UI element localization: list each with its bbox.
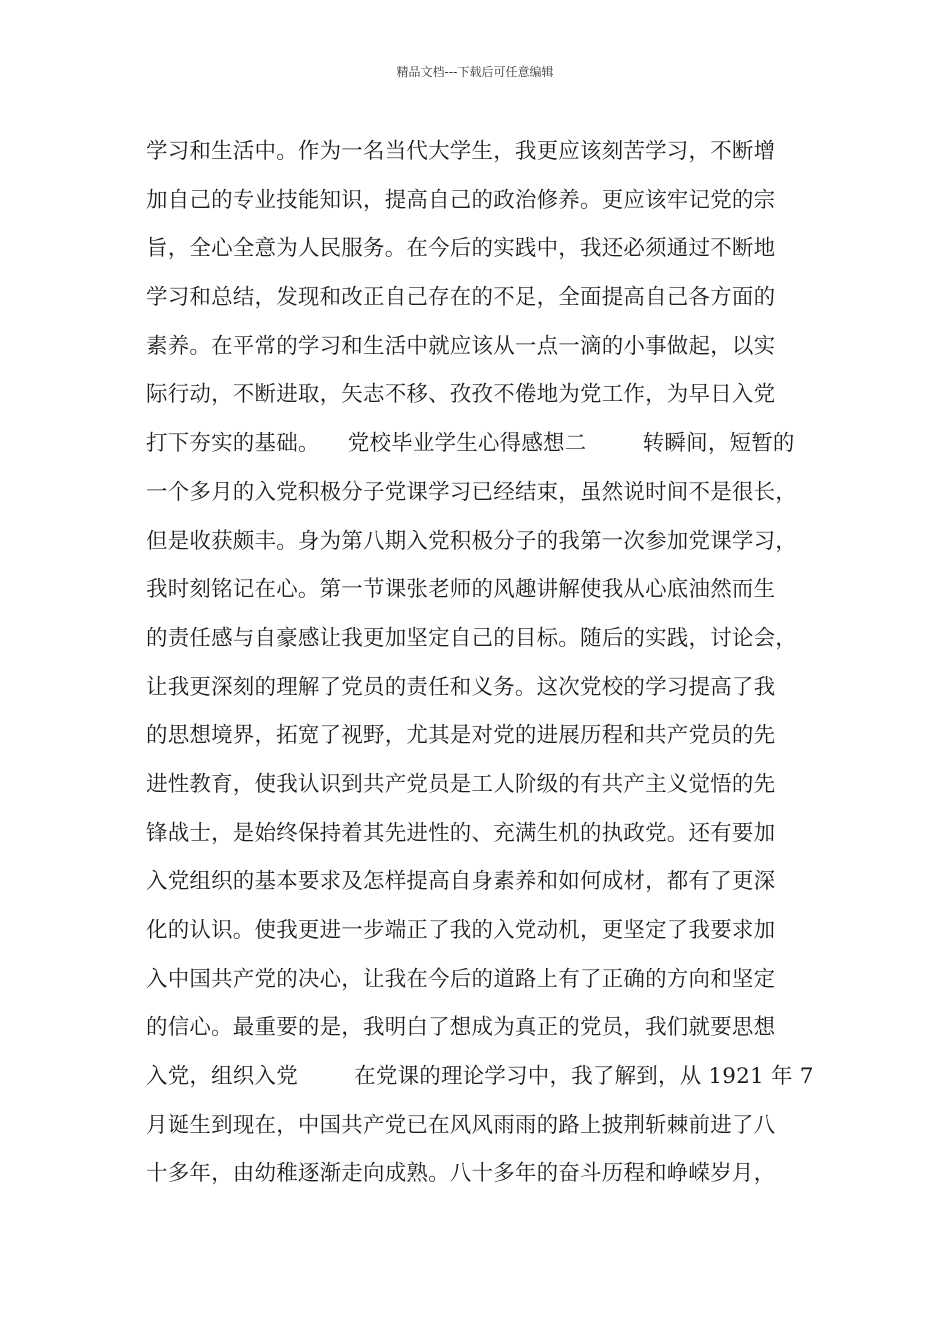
text-line: 入党，组织入党 在党课的理论学习中，我了解到，从 1921 年 7 [146, 1064, 814, 1090]
text-line: 的信心。最重要的是，我明白了想成为真正的党员，我们就要思想 [146, 1015, 776, 1041]
text-line: 一个多月的入党积极分子党课学习已经结束，虽然说时间不是很长， [146, 479, 798, 505]
text-line: 学习和生活中。作为一名当代大学生，我更应该刻苦学习，不断增 [146, 139, 776, 164]
text-line: 十多年，由幼稚逐渐走向成熟。八十多年的奋斗历程和峥嵘岁月， [146, 1161, 776, 1187]
text-line: 锋战士，是始终保持着其先进性的、充满生机的执政党。还有要加 [146, 820, 776, 846]
text-line: 入党组织的基本要求及怎样提高自身素养和如何成材，都有了更深 [146, 869, 776, 895]
text-line: 但是收获颇丰。身为第八期入党积极分子的我第一次参加党课学习， [146, 528, 798, 554]
text-line: 的责任感与自豪感让我更加坚定自己的目标。随后的实践，讨论会， [146, 625, 798, 651]
text-line: 月诞生到现在，中国共产党已在风风雨雨的路上披荆斩棘前进了八 [146, 1112, 776, 1138]
text-line: 进性教育，使我认识到共产党员是工人阶级的有共产主义觉悟的先 [146, 771, 776, 797]
text-line: 让我更深刻的理解了党员的责任和义务。这次党校的学习提高了我 [146, 674, 776, 700]
body-text [146, 133, 826, 1204]
text-line: 化的认识。使我更进一步端正了我的入党动机，更坚定了我要求加 [146, 918, 776, 943]
text-line: 素养。在平常的学习和生活中就应该从一点一滴的小事做起，以实 [146, 333, 776, 359]
text-line: 旨，全心全意为人民服务。在今后的实践中，我还必须通过不断地 [146, 236, 776, 262]
text-line: 打下夯实的基础。 党校毕业学生心得感想二 转瞬间，短暂的 [146, 431, 795, 457]
text-line: 的思想境界，拓宽了视野，尤其是对党的进展历程和共产党员的先 [146, 723, 776, 749]
text-line: 学习和总结，发现和改正自己存在的不足，全面提高自己各方面的 [146, 285, 776, 311]
text-line: 加自己的专业技能知识，提高自己的政治修养。更应该牢记党的宗 [146, 187, 776, 213]
text-line: 际行动，不断进取，矢志不移、孜孜不倦地为党工作，为早日入党 [146, 382, 776, 408]
text-line: 我时刻铭记在心。第一节课张老师的风趣讲解使我从心底油然而生 [146, 577, 776, 603]
page-header: 精品文档---下载后可任意编辑 [396, 65, 554, 79]
text-line: 入中国共产党的决心，让我在今后的道路上有了正确的方向和坚定 [146, 966, 776, 992]
